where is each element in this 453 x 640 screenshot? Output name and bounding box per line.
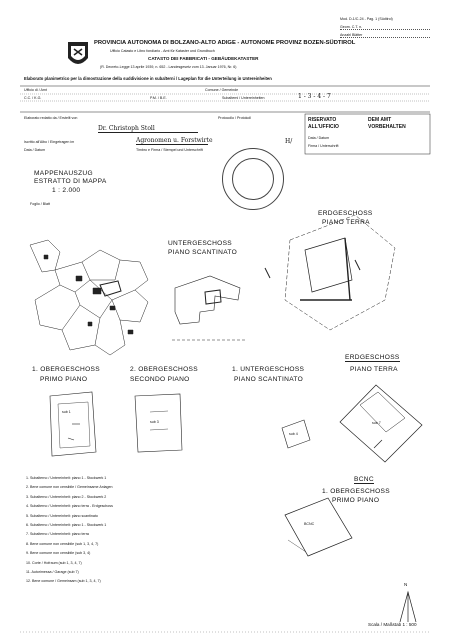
coat-of-arms-icon [68, 42, 88, 64]
ground-mid-it: PIANO TERRA [350, 366, 398, 373]
subalterns-value: 1 - 3 - 4 - 7 [298, 93, 331, 100]
basement-top-plan [172, 276, 245, 340]
filed-value: H/ [285, 138, 293, 145]
compiled-by-label: Elaborato redatto da / Erstellt von [24, 116, 78, 120]
profession-label: Iscritto all'Albo / Eingetragen im [24, 140, 75, 144]
floor1b-de: 1. OBERGESCHOSS [322, 488, 390, 495]
date-label: Data / Datum [24, 148, 46, 152]
official-stamp-inner [232, 158, 274, 200]
header-title-2: Ufficio Catasto e Libro fondiario - Amt für Kataster und Grundbuch [110, 49, 215, 53]
legend-item: 6. Subalterno / Untereinheit: piano 1 - Stockwerk 1 [26, 523, 107, 528]
extract-label-it: ESTRATTO DI MAPPA [34, 178, 107, 185]
floor1-plan [50, 392, 96, 456]
legend-list [26, 476, 196, 589]
basement-mid-it: PIANO SCANTINATO [234, 376, 304, 383]
profession-value: Agronomen u. Forstwirte [136, 137, 213, 144]
extract-sheet: Foglio / Blatt [30, 202, 50, 206]
basement-top-de: UNTERGESCHOSS [168, 240, 232, 247]
reserved-german: DEM AMT VORBEHALTEN [368, 117, 406, 130]
floor1-de: 1. OBERGESCHOSS [32, 366, 100, 373]
room-sub3: sub 3 [150, 420, 159, 424]
north-arrow-icon [400, 592, 416, 622]
form-code: Mod. D-1/C-24 - Pag. 1 (Südtirol) [340, 17, 393, 21]
author-name: Dr. Christoph Stoll [98, 125, 198, 133]
ground-mid-de: ERDGESCHOSS [345, 354, 400, 361]
bcnc-label: BCNC [354, 476, 374, 483]
room-bcnc: BCNC [304, 522, 315, 526]
header-title-1: PROVINCIA AUTONOMA DI BOLZANO-ALTO ADIGE - AUTONOME PROVINZ BOZEN-SÜDTIROL [94, 40, 356, 46]
legend-item: 1. Subalterno / Untereinheit: piano 1 - Stockwerk 1 [26, 476, 107, 480]
geom-number: Geom. C.T. n. [340, 25, 430, 30]
pm-label: P.M. / B.E. [150, 96, 167, 100]
ground-top-plan [265, 215, 395, 330]
legend-item: 2. Bene comune non censibile / Gemeinsame Anlagen [26, 485, 113, 490]
ground-top-it: PIANO TERRA [322, 219, 370, 226]
reserved-date: Data / Datum [308, 136, 330, 140]
floor2-de: 2. OBERGESCHOSS [130, 366, 198, 373]
basement-mid-de: 1. UNTERGESCHOSS [232, 366, 305, 373]
floor2-it: SECONDO PIANO [130, 376, 190, 383]
reserved-signature: Firma / Unterschrift [308, 144, 339, 148]
legend-item: 11. Autorimessa / Garage (sub 7) [26, 570, 79, 575]
subalterns-label: Subalterni / Untereinheiten [222, 96, 265, 100]
room-sub4: sub 4 [289, 432, 298, 436]
scale-label: Scala / Maßstab 1 : 500 [368, 622, 417, 627]
header-title-4: (R. Decreto-Legge 13 aprile 1939, n. 652 - Landesgesetz vom 13. Januar 1976, Nr. 6) [100, 65, 237, 69]
north-label: N [404, 582, 408, 587]
map-extract [30, 240, 148, 355]
office-label: Ufficio di / Amt [24, 88, 47, 92]
legend-item: 4. Subalterno / Untereinheit: piano terra - Erdgeschoss [26, 504, 113, 509]
ground-top-de: ERDGESCHOSS [318, 210, 373, 217]
extract-scale: 1 : 2.000 [52, 187, 81, 194]
sheet-count: Anzahl Blätter [340, 33, 430, 38]
legend-item: 3. Subalterno / Untereinheit: piano 2 - Stockwerk 2 [26, 494, 107, 499]
municipality-label: Comune / Gemeinde [205, 88, 239, 92]
legend-item: 7. Subalterno / Untereinheit: piano terra [26, 532, 89, 537]
legend-item: 10. Corte / Hofraum (sub 1, 3, 4, 7) [26, 560, 82, 565]
legend-item: 9. Bene comune non censibile (sub 3, 4) [26, 551, 91, 556]
reserved-italian: RISERVATO ALL'UFFICIO [308, 117, 339, 130]
room-sub7: sub 7 [372, 421, 381, 425]
basement-top-it: PIANO SCANTINATO [168, 249, 238, 256]
header-title-3: CATASTO DEI FABBRICATI - GEBÄUDEKATASTER [148, 56, 259, 61]
floor1-right-plan [285, 498, 352, 556]
cc-label: C.C. / K.G. [24, 96, 42, 100]
signature-label: Timbro e Firma / Stempel und Unterschrift [136, 148, 203, 152]
room-sub1: sub 1 [62, 410, 71, 414]
floor1b-it: PRIMO PIANO [332, 497, 380, 504]
filed-label: Protocollo / Protokoll [218, 116, 251, 120]
planimetry-line: Elaborato planimetrico per la dimostrazione della suddivisione in subalterni / Lageplan für die Unterteilung in Untereinheiten [24, 76, 272, 81]
ground-mid-plan [340, 385, 422, 462]
floor1-it: PRIMO PIANO [40, 376, 88, 383]
legend-item: 5. Subalterno / Untereinheit: piano scantinato [26, 513, 98, 518]
extract-label-de: MAPPENAUSZUG [34, 170, 93, 177]
legend-item: 8. Bene comune non censibile (sub 1, 3, 4, 7) [26, 541, 99, 546]
legend-item: 12. Bene comune / Gemeinsam (sub 1, 3, 4, 7) [26, 579, 101, 584]
